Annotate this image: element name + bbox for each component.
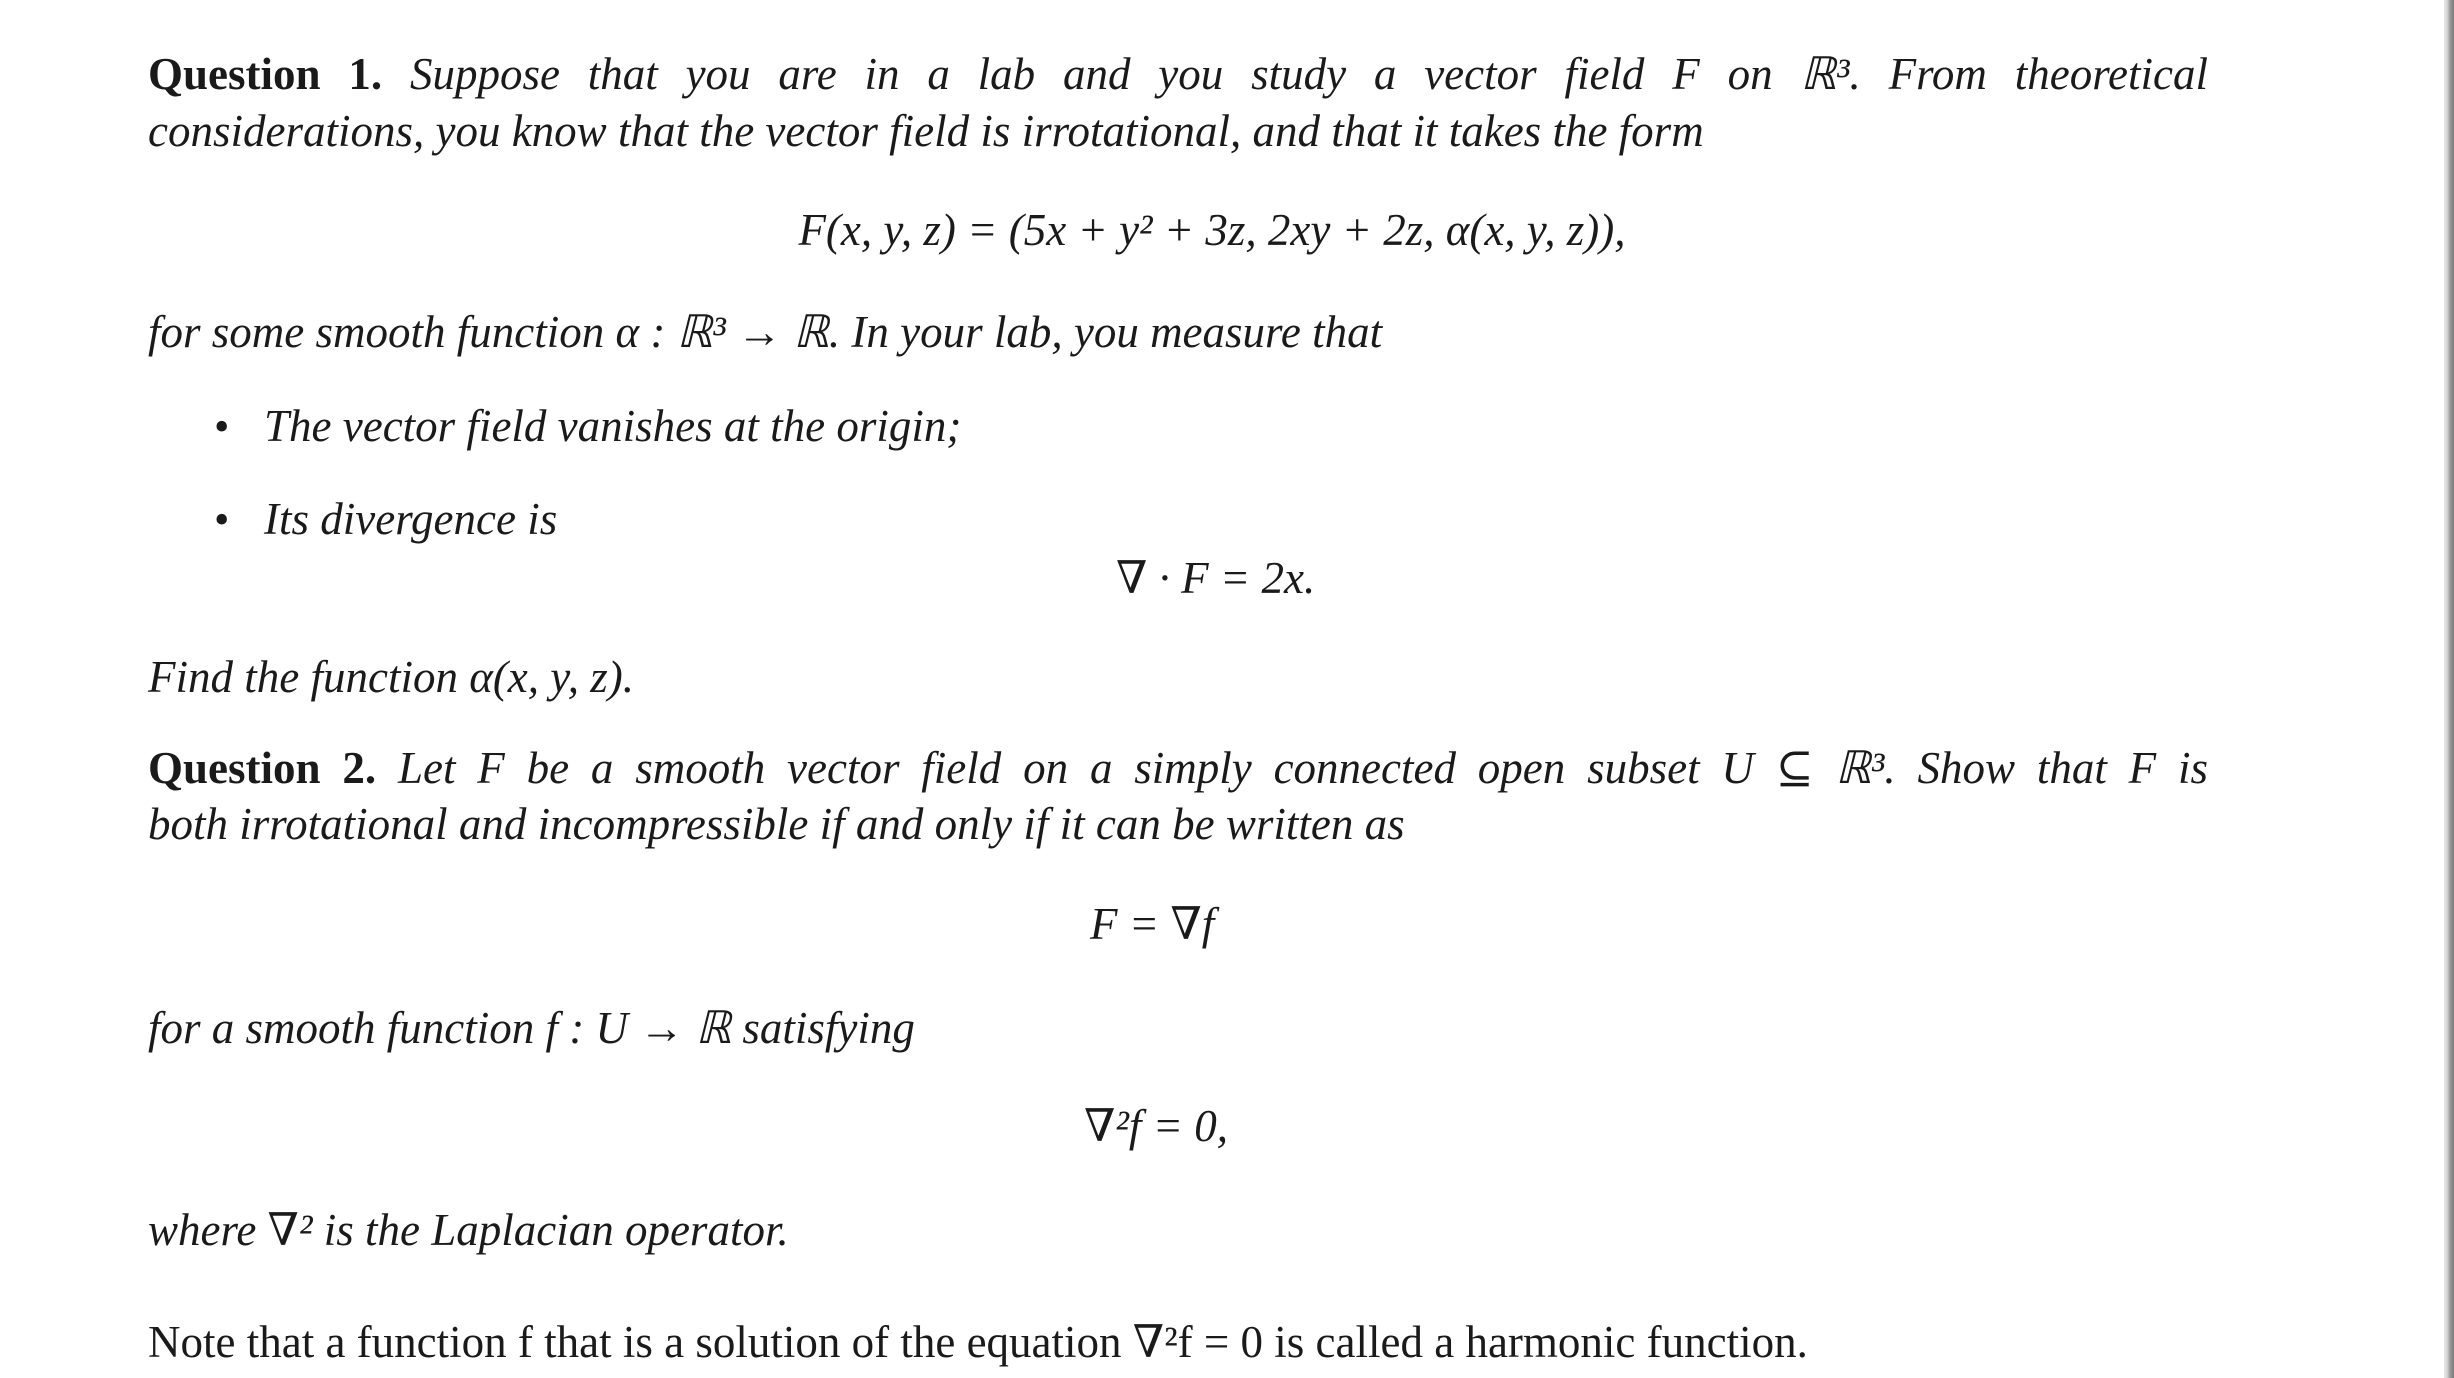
question2-laplace-equation: ∇²f = 0, [1084, 1101, 1229, 1151]
question2-line2: both irrotational and incompressible if and only if it can be written as [148, 799, 1405, 849]
bullet-text: Its divergence is [264, 494, 558, 544]
bullet-dot: • [214, 402, 230, 451]
page-edge-shadow [2444, 0, 2454, 1378]
question2-gradient-equation: F = ∇f [1090, 899, 1215, 949]
question1-line2: considerations, you know that the vector field is irrotational, and that it takes the form [148, 106, 1704, 156]
question1-bullet-2 [214, 494, 558, 544]
question1-line1 [148, 49, 2209, 99]
harmonic-function-note: Note that a function f that is a solution of the equation ∇²f = 0 is called a harmonic function. [148, 1317, 1808, 1367]
question1-bullet-1 [214, 401, 962, 451]
bullet-dot: • [214, 495, 230, 544]
question2-line3: for a smooth function f : U → ℝ satisfying [148, 1003, 915, 1053]
question2-heading: Question 2. [148, 743, 377, 793]
question1-task: Find the function α(x, y, z). [148, 652, 635, 702]
bullet-text: The vector field vanishes at the origin; [264, 401, 962, 451]
question1-field-equation: F(x, y, z) = (5x + y² + 3z, 2xy + 2z, α(x, y, z)), [798, 205, 1626, 255]
question1-divergence-equation: ∇ · F = 2x. [1116, 553, 1316, 603]
question1-heading: Question 1. [148, 49, 383, 99]
question2-line4: where ∇² is the Laplacian operator. [148, 1205, 789, 1255]
question1-intro-text: Suppose that you are in a lab and you study a vector field F on ℝ³. From theoretical [409, 49, 2209, 99]
question2-intro-text: Let F be a smooth vector field on a simply connected open subset U ⊆ ℝ³. Show that F is [397, 743, 2208, 793]
question2-line1 [148, 743, 2208, 793]
question1-line3: for some smooth function α : ℝ³ → ℝ. In your lab, you measure that [148, 307, 1383, 357]
